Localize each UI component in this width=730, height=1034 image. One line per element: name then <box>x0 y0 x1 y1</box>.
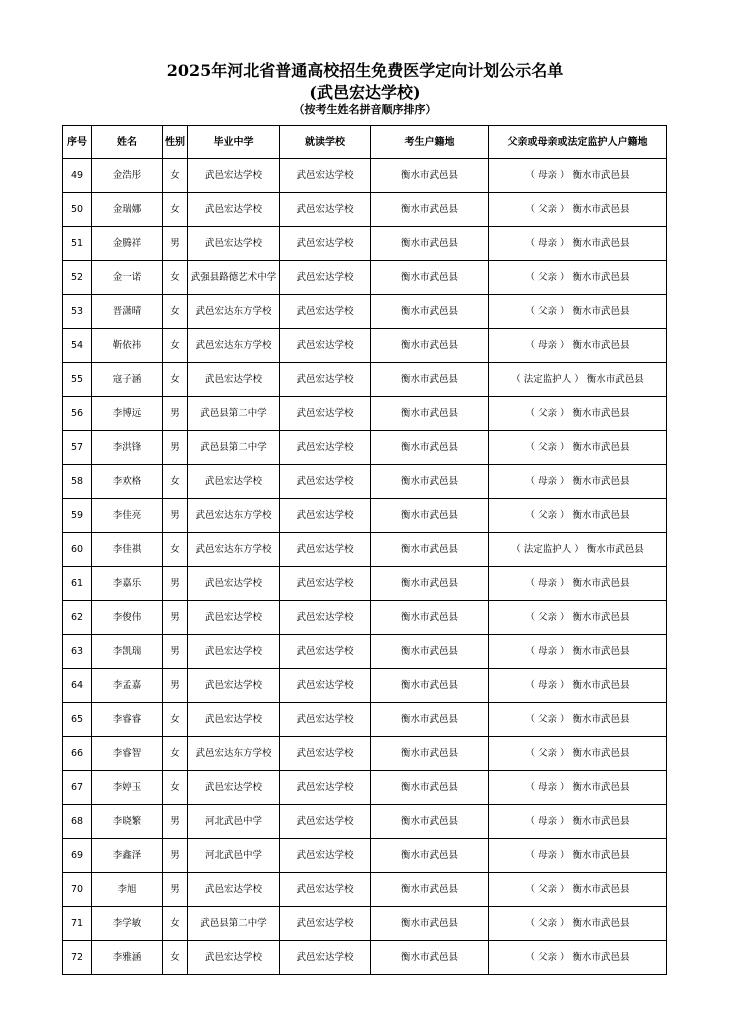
name-cell: 李凯瑞 <box>92 635 163 669</box>
current-school-cell: 武邑宏达学校 <box>280 465 371 499</box>
guardian-household-cell: （ 父亲 ） 衡水市武邑县 <box>489 703 667 737</box>
current-school-cell: 武邑宏达学校 <box>280 533 371 567</box>
guardian-household-cell: （ 父亲 ） 衡水市武邑县 <box>489 499 667 533</box>
guardian-household-cell: （ 父亲 ） 衡水市武邑县 <box>489 431 667 465</box>
graduated-school-cell: 河北武邑中学 <box>188 805 280 839</box>
number-cell: 67 <box>63 771 92 805</box>
household-cell: 衡水市武邑县 <box>371 805 489 839</box>
table-row <box>63 567 667 601</box>
guardian-household-cell: （ 父亲 ） 衡水市武邑县 <box>489 737 667 771</box>
graduated-school-cell: 武邑宏达东方学校 <box>188 737 280 771</box>
table-row <box>63 193 667 227</box>
household-cell: 衡水市武邑县 <box>371 533 489 567</box>
gender-cell: 男 <box>163 499 188 533</box>
guardian-household-cell: （ 母亲 ） 衡水市武邑县 <box>489 839 667 873</box>
household-cell: 衡水市武邑县 <box>371 431 489 465</box>
column-header-number: 序号 <box>63 126 92 159</box>
column-header-name: 姓名 <box>92 126 163 159</box>
household-cell: 衡水市武邑县 <box>371 159 489 193</box>
current-school-cell: 武邑宏达学校 <box>280 193 371 227</box>
guardian-household-cell: （ 母亲 ） 衡水市武邑县 <box>489 227 667 261</box>
gender-cell: 女 <box>163 261 188 295</box>
table-row <box>63 499 667 533</box>
name-cell: 晋潇晴 <box>92 295 163 329</box>
current-school-cell: 武邑宏达学校 <box>280 907 371 941</box>
table-row <box>63 805 667 839</box>
gender-cell: 女 <box>163 941 188 975</box>
number-cell: 61 <box>63 567 92 601</box>
current-school-cell: 武邑宏达学校 <box>280 873 371 907</box>
graduated-school-cell: 武邑宏达学校 <box>188 635 280 669</box>
graduated-school-cell: 武邑宏达学校 <box>188 669 280 703</box>
current-school-cell: 武邑宏达学校 <box>280 635 371 669</box>
household-cell: 衡水市武邑县 <box>371 941 489 975</box>
household-cell: 衡水市武邑县 <box>371 703 489 737</box>
gender-cell: 女 <box>163 465 188 499</box>
gender-cell: 男 <box>163 805 188 839</box>
guardian-household-cell: （ 母亲 ） 衡水市武邑县 <box>489 329 667 363</box>
name-cell: 李孟嘉 <box>92 669 163 703</box>
graduated-school-cell: 武邑县第二中学 <box>188 907 280 941</box>
number-cell: 72 <box>63 941 92 975</box>
table-row <box>63 601 667 635</box>
roster-table <box>62 125 667 975</box>
name-cell: 李洪锋 <box>92 431 163 465</box>
guardian-household-cell: （ 父亲 ） 衡水市武邑县 <box>489 601 667 635</box>
name-cell: 金一诺 <box>92 261 163 295</box>
household-cell: 衡水市武邑县 <box>371 465 489 499</box>
graduated-school-cell: 武邑宏达学校 <box>188 465 280 499</box>
table-row <box>63 703 667 737</box>
graduated-school-cell: 武强县路德艺术中学 <box>188 261 280 295</box>
guardian-household-cell: （ 父亲 ） 衡水市武邑县 <box>489 261 667 295</box>
number-cell: 56 <box>63 397 92 431</box>
household-cell: 衡水市武邑县 <box>371 295 489 329</box>
guardian-household-cell: （ 母亲 ） 衡水市武邑县 <box>489 669 667 703</box>
gender-cell: 男 <box>163 669 188 703</box>
gender-cell: 女 <box>163 159 188 193</box>
number-cell: 55 <box>63 363 92 397</box>
table-row <box>63 839 667 873</box>
guardian-household-cell: （ 母亲 ） 衡水市武邑县 <box>489 567 667 601</box>
guardian-household-cell: （ 母亲 ） 衡水市武邑县 <box>489 805 667 839</box>
graduated-school-cell: 武邑宏达东方学校 <box>188 295 280 329</box>
name-cell: 李晓繁 <box>92 805 163 839</box>
guardian-household-cell: （ 法定监护人 ） 衡水市武邑县 <box>489 363 667 397</box>
current-school-cell: 武邑宏达学校 <box>280 159 371 193</box>
graduated-school-cell: 武邑宏达东方学校 <box>188 499 280 533</box>
table-row <box>63 907 667 941</box>
name-cell: 靳依祎 <box>92 329 163 363</box>
table-row <box>63 669 667 703</box>
current-school-cell: 武邑宏达学校 <box>280 737 371 771</box>
column-header-gender: 性别 <box>163 126 188 159</box>
gender-cell: 女 <box>163 295 188 329</box>
number-cell: 54 <box>63 329 92 363</box>
number-cell: 60 <box>63 533 92 567</box>
name-cell: 李佳祺 <box>92 533 163 567</box>
current-school-cell: 武邑宏达学校 <box>280 703 371 737</box>
table-row <box>63 431 667 465</box>
current-school-cell: 武邑宏达学校 <box>280 227 371 261</box>
table-row <box>63 261 667 295</box>
guardian-household-cell: （ 母亲 ） 衡水市武邑县 <box>489 159 667 193</box>
number-cell: 68 <box>63 805 92 839</box>
gender-cell: 男 <box>163 839 188 873</box>
household-cell: 衡水市武邑县 <box>371 261 489 295</box>
current-school-cell: 武邑宏达学校 <box>280 295 371 329</box>
name-cell: 李雅涵 <box>92 941 163 975</box>
household-cell: 衡水市武邑县 <box>371 397 489 431</box>
guardian-household-cell: （ 母亲 ） 衡水市武邑县 <box>489 465 667 499</box>
current-school-cell: 武邑宏达学校 <box>280 499 371 533</box>
graduated-school-cell: 武邑宏达学校 <box>188 703 280 737</box>
guardian-household-cell: （ 父亲 ） 衡水市武邑县 <box>489 193 667 227</box>
gender-cell: 女 <box>163 703 188 737</box>
gender-cell: 女 <box>163 193 188 227</box>
table-row <box>63 737 667 771</box>
guardian-household-cell: （ 父亲 ） 衡水市武邑县 <box>489 941 667 975</box>
table-row <box>63 873 667 907</box>
table-row <box>63 533 667 567</box>
table-row <box>63 159 667 193</box>
current-school-cell: 武邑宏达学校 <box>280 941 371 975</box>
name-cell: 金腾祥 <box>92 227 163 261</box>
number-cell: 58 <box>63 465 92 499</box>
gender-cell: 女 <box>163 329 188 363</box>
number-cell: 59 <box>63 499 92 533</box>
current-school-cell: 武邑宏达学校 <box>280 805 371 839</box>
table-row <box>63 227 667 261</box>
household-cell: 衡水市武邑县 <box>371 363 489 397</box>
name-cell: 金浩彤 <box>92 159 163 193</box>
gender-cell: 男 <box>163 567 188 601</box>
sort-note: （按考生姓名拼音顺序排序） <box>293 103 437 116</box>
guardian-household-cell: （ 父亲 ） 衡水市武邑县 <box>489 397 667 431</box>
household-cell: 衡水市武邑县 <box>371 873 489 907</box>
household-cell: 衡水市武邑县 <box>371 771 489 805</box>
name-cell: 李嘉乐 <box>92 567 163 601</box>
graduated-school-cell: 武邑县第二中学 <box>188 431 280 465</box>
graduated-school-cell: 武邑宏达学校 <box>188 159 280 193</box>
household-cell: 衡水市武邑县 <box>371 567 489 601</box>
graduated-school-cell: 武邑宏达学校 <box>188 601 280 635</box>
table-row <box>63 295 667 329</box>
gender-cell: 男 <box>163 227 188 261</box>
graduated-school-cell: 武邑宏达学校 <box>188 771 280 805</box>
guardian-household-cell: （ 母亲 ） 衡水市武邑县 <box>489 635 667 669</box>
table-row <box>63 771 667 805</box>
name-cell: 李俊伟 <box>92 601 163 635</box>
current-school-cell: 武邑宏达学校 <box>280 261 371 295</box>
column-header-guardian-household: 父亲或母亲或法定监护人户籍地 <box>489 126 667 159</box>
name-cell: 李睿睿 <box>92 703 163 737</box>
column-header-current-school: 就读学校 <box>280 126 371 159</box>
household-cell: 衡水市武邑县 <box>371 601 489 635</box>
household-cell: 衡水市武邑县 <box>371 499 489 533</box>
number-cell: 69 <box>63 839 92 873</box>
number-cell: 64 <box>63 669 92 703</box>
guardian-household-cell: （ 父亲 ） 衡水市武邑县 <box>489 873 667 907</box>
number-cell: 51 <box>63 227 92 261</box>
graduated-school-cell: 武邑宏达学校 <box>188 193 280 227</box>
document-title: 2025年河北省普通高校招生免费医学定向计划公示名单 <box>166 61 564 80</box>
name-cell: 李佳亮 <box>92 499 163 533</box>
guardian-household-cell: （ 父亲 ） 衡水市武邑县 <box>489 295 667 329</box>
household-cell: 衡水市武邑县 <box>371 635 489 669</box>
gender-cell: 女 <box>163 363 188 397</box>
household-cell: 衡水市武邑县 <box>371 193 489 227</box>
household-cell: 衡水市武邑县 <box>371 669 489 703</box>
current-school-cell: 武邑宏达学校 <box>280 669 371 703</box>
graduated-school-cell: 武邑宏达学校 <box>188 567 280 601</box>
graduated-school-cell: 武邑宏达学校 <box>188 873 280 907</box>
gender-cell: 女 <box>163 737 188 771</box>
number-cell: 70 <box>63 873 92 907</box>
table-row <box>63 329 667 363</box>
name-cell: 金瑞娜 <box>92 193 163 227</box>
graduated-school-cell: 武邑宏达学校 <box>188 227 280 261</box>
gender-cell: 男 <box>163 397 188 431</box>
number-cell: 53 <box>63 295 92 329</box>
table-row <box>63 465 667 499</box>
current-school-cell: 武邑宏达学校 <box>280 363 371 397</box>
household-cell: 衡水市武邑县 <box>371 907 489 941</box>
table-header-row <box>63 126 667 159</box>
household-cell: 衡水市武邑县 <box>371 737 489 771</box>
number-cell: 66 <box>63 737 92 771</box>
name-cell: 寇子涵 <box>92 363 163 397</box>
number-cell: 57 <box>63 431 92 465</box>
current-school-cell: 武邑宏达学校 <box>280 567 371 601</box>
name-cell: 李睿智 <box>92 737 163 771</box>
current-school-cell: 武邑宏达学校 <box>280 397 371 431</box>
name-cell: 李婷玉 <box>92 771 163 805</box>
number-cell: 65 <box>63 703 92 737</box>
number-cell: 52 <box>63 261 92 295</box>
gender-cell: 男 <box>163 601 188 635</box>
gender-cell: 男 <box>163 873 188 907</box>
graduated-school-cell: 武邑宏达东方学校 <box>188 329 280 363</box>
name-cell: 李博远 <box>92 397 163 431</box>
household-cell: 衡水市武邑县 <box>371 839 489 873</box>
gender-cell: 男 <box>163 635 188 669</box>
gender-cell: 男 <box>163 431 188 465</box>
gender-cell: 女 <box>163 907 188 941</box>
graduated-school-cell: 武邑宏达学校 <box>188 363 280 397</box>
graduated-school-cell: 武邑宏达学校 <box>188 941 280 975</box>
table-row <box>63 941 667 975</box>
graduated-school-cell: 武邑宏达东方学校 <box>188 533 280 567</box>
table-row <box>63 397 667 431</box>
number-cell: 71 <box>63 907 92 941</box>
gender-cell: 女 <box>163 533 188 567</box>
household-cell: 衡水市武邑县 <box>371 329 489 363</box>
name-cell: 李欢格 <box>92 465 163 499</box>
name-cell: 李旭 <box>92 873 163 907</box>
number-cell: 63 <box>63 635 92 669</box>
table-row <box>63 635 667 669</box>
guardian-household-cell: （ 父亲 ） 衡水市武邑县 <box>489 907 667 941</box>
graduated-school-cell: 河北武邑中学 <box>188 839 280 873</box>
household-cell: 衡水市武邑县 <box>371 227 489 261</box>
current-school-cell: 武邑宏达学校 <box>280 329 371 363</box>
number-cell: 49 <box>63 159 92 193</box>
name-cell: 李鑫泽 <box>92 839 163 873</box>
gender-cell: 女 <box>163 771 188 805</box>
column-header-household: 考生户籍地 <box>371 126 489 159</box>
current-school-cell: 武邑宏达学校 <box>280 771 371 805</box>
document-subtitle: (武邑宏达学校) <box>309 83 421 102</box>
graduated-school-cell: 武邑县第二中学 <box>188 397 280 431</box>
guardian-household-cell: （ 母亲 ） 衡水市武邑县 <box>489 771 667 805</box>
number-cell: 50 <box>63 193 92 227</box>
number-cell: 62 <box>63 601 92 635</box>
guardian-household-cell: （ 法定监护人 ） 衡水市武邑县 <box>489 533 667 567</box>
column-header-graduated-school: 毕业中学 <box>188 126 280 159</box>
current-school-cell: 武邑宏达学校 <box>280 839 371 873</box>
name-cell: 李学敏 <box>92 907 163 941</box>
current-school-cell: 武邑宏达学校 <box>280 431 371 465</box>
table-row <box>63 363 667 397</box>
current-school-cell: 武邑宏达学校 <box>280 601 371 635</box>
